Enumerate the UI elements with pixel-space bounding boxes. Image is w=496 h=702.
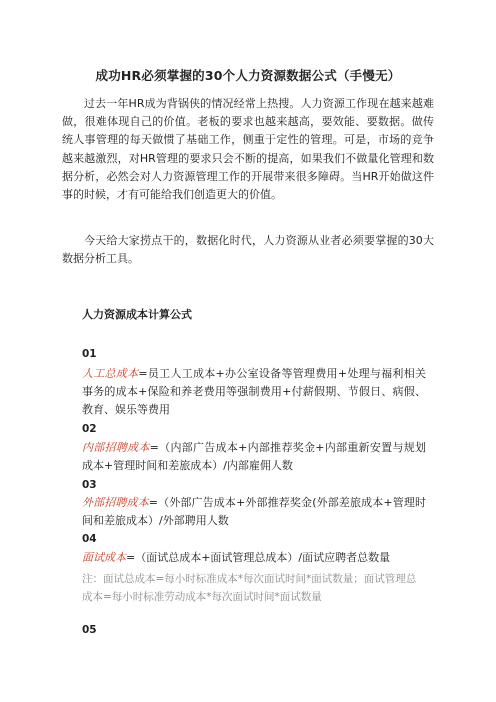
item-formula-01 [82,365,426,419]
document-title: 成功HR必须掌握的30个人力资源数据公式（手慢无） [95,68,401,83]
intro-paragraph-2: 今天给大家捞点干的，数据化时代，人力资源从业者必须要掌握的30大数据分析工具。 [62,234,434,266]
formula-term: 人工总成本 [82,367,139,380]
formula-text: =（面试总成本+面试管理总成本）/面试应聘者总数量 [126,551,391,564]
item-formula-02 [82,439,426,475]
item-number-05: 05 [82,624,97,636]
item-number-03: 03 [82,479,97,491]
item-note-04: 注：面试总成本=每小时标准成本*每次面试时间*面试数量；面试管理总成本=每小时标准劳动成本*每次面试时间*面试数量 [82,573,417,603]
intro-paragraph-1: 过去一年HR成为背锅侠的情况经常上热搜。人力资源工作现在越来越难做，很难体现自己的价值。老板的要求也越来越高，要效能、要数据。做传统人事管理的每天做惯了基础工作，侧重于定性的管理。可是，市场的竞争越来越激烈，对HR管理的要求只会不断的提高，如果我们不做量化管理和数据分析，必然会对人力资源管理工作的开展带来很多障碍。当HR开始做这件事的时候，才有可能给我们创造更大的价值。 [62,97,434,202]
section-heading: 人力资源成本计算公式 [82,308,192,321]
formula-text: =（内部广告成本+内部推荐奖金+内部重新安置与规划成本+管理时间和差旅成本）/内部雇佣人数 [82,441,426,472]
item-formula-04 [82,549,426,567]
item-number-02: 02 [82,423,97,435]
formula-term: 面试成本 [82,551,126,564]
item-number-01: 01 [82,348,97,360]
item-formula-03 [82,494,426,530]
formula-term: 外部招聘成本 [82,496,149,509]
formula-text: =（外部广告成本+外部推荐奖金(外部差旅成本+管理时间和差旅成本）/外部聘用人数 [82,496,427,527]
formula-term: 内部招聘成本 [82,441,150,454]
item-number-04: 04 [82,533,97,545]
formula-text: =员工人工成本+办公室设备等管理费用+处理与福利相关事务的成本+保险和养老费用等强制费用+付薪假期、节假日、病假、教育、娱乐等费用 [82,367,426,416]
